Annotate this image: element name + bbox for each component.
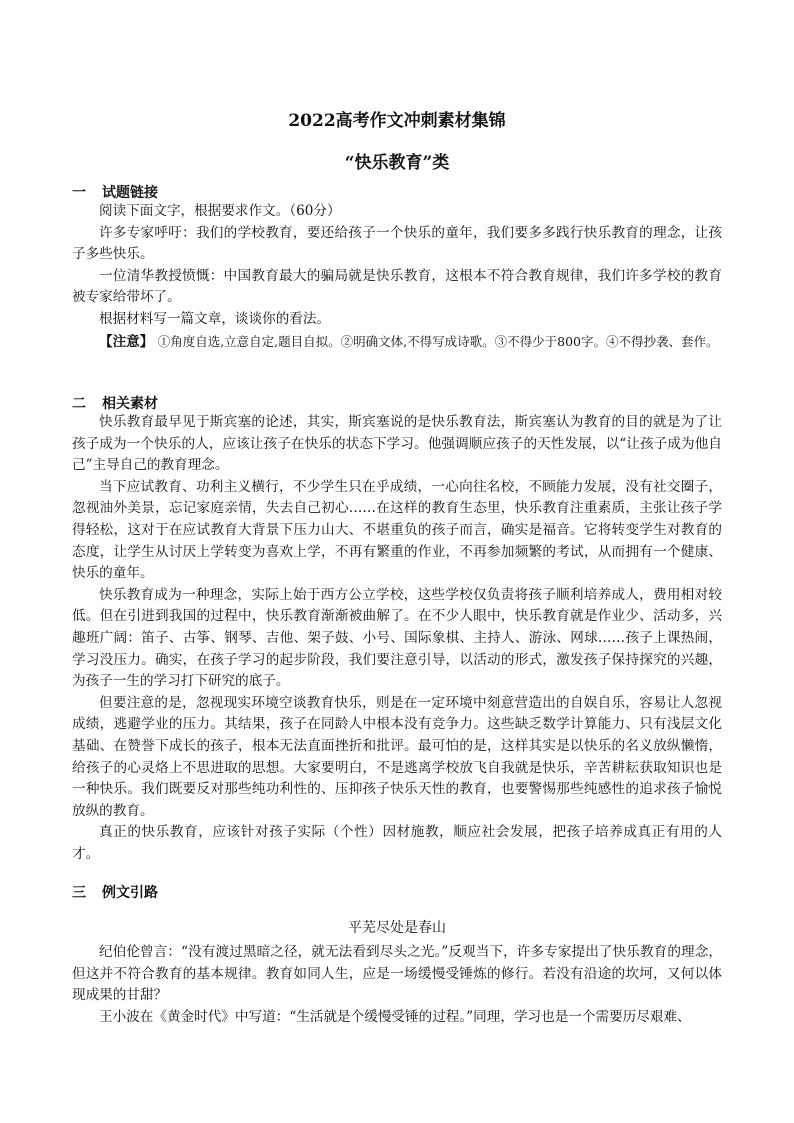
note-label: 【注意】	[99, 333, 154, 350]
paragraph: 当下应试教育、功利主义横行，不少学生只在乎成绩，一心向往名校，不顾能力发展，没有社交圈子，忽视油外美景，忘记家庭亲情，失去自己初心……在这样的教育生态里，快乐教育注重素质，主张让孩子学得轻松，这对于在应试教育大背景下压力山大、不堪重负的孩子而言，确实是福音。它将转变学生对教育的态度，让学生从讨厌上学转变为喜欢上学，不再有繁重的作业，不再参加频繁的考试，从而拥有一个健康、快乐的童年。	[72, 478, 722, 582]
paragraph: 阅读下面文字，根据要求作文。（60分）	[99, 203, 341, 219]
section-number: 三	[72, 885, 86, 901]
paragraph: 王小波在《黄金时代》中写道：“生活就是个缓慢受锤的过程。”同理，学习也是一个需要历尽艰难、	[99, 1008, 691, 1025]
section-title: 相关素材	[102, 396, 158, 412]
paragraph: 但要注意的是，忽视现实环境空谈教育快乐，则是在一定环境中刻意营造出的自娱自乐，容易让人忽视成绩，逃避学业的压力。其结果，孩子在同龄人中根本没有竞争力。这些缺乏数学计算能力、只有浅层文化基础、在赞誉下成长的孩子，根本无法直面挫折和批评。最可怕的是，这样其实是以快乐的名义放纵懒惰，给孩子的心灵烙上不思进取的思想。大家要明白，不是逃离学校放飞自我就是快乐，辛苦耕耘获取知识也是一种快乐。我们既要反对那些纯功利性的、压抑孩子快乐天性的教育，也要警惕那些纯感性的追求孩子愉悦放纵的教育。	[72, 694, 722, 819]
section-title: 试题链接	[102, 185, 158, 201]
paragraph: 根据材料写一篇文章，谈谈你的看法。	[99, 310, 331, 327]
paragraph: 快乐教育最早见于斯宾塞的论述，其实，斯宾塞说的是快乐教育法，斯宾塞认为教育的目的就是为了让孩子成为一个快乐的人，应该让孩子在快乐的状态下学习。他强调顺应孩子的天性发展，以“让孩子成为他自己”主导自己的教育理念。	[72, 414, 722, 474]
section-number: 一	[72, 185, 86, 201]
document-subtitle: “快乐教育”类	[344, 153, 450, 173]
section-heading-2	[72, 393, 158, 413]
paragraph: 快乐教育成为一种理念，实际上始于西方公立学校，这些学校仅负责将孩子顺利培养成人，费用相对较低。但在引进到我国的过程中，快乐教育渐渐被曲解了。在不少人眼中，快乐教育就是作业少、活动多，兴趣班广阔：笛子、古筝、钢琴、吉他、架子鼓、小号、国际象棋、主持人、游泳、网球……孩子上课热闹，学习没压力。确实，在孩子学习的起步阶段，我们要注意引导，以活动的形式，激发孩子保持探究的兴趣，为孩子一生的学习打下研究的底子。	[72, 586, 722, 690]
note-text: ①角度自选,立意自定,题目自拟。②明确文体,不得写成诗歌。③不得少于800字。④不得抄袭、套作。	[157, 333, 719, 349]
section-heading-3	[72, 882, 158, 902]
paragraph: 一位清华教授愤慨：中国教育最大的骗局就是快乐教育，这根本不符合教育规律，我们许多学校的教育被专家给带坏了。	[72, 267, 722, 306]
essay-title: 平芜尽处是春山	[348, 920, 446, 936]
section-3-body	[72, 942, 722, 1028]
section-number: 二	[72, 396, 86, 412]
note-paragraph	[72, 331, 722, 354]
paragraph: 纪伯伦曾言：“没有渡过黑暗之径，就无法看到尽头之光。”反观当下，许多专家提出了快乐教育的理念，但这并不符合教育的基本规律。教育如同人生，应是一场缓慢受锤炼的修行。若没有沿途的坎坷，又何以体现成果的甘甜？	[72, 944, 722, 1004]
paragraph: 真正的快乐教育，应该针对孩子实际（个性）因材施教，顺应社会发展，把孩子培养成真正有用的人才。	[72, 824, 722, 862]
document-title: 2022高考作文冲刺素材集锦	[288, 111, 506, 131]
section-2-body	[72, 412, 722, 865]
section-1-body	[72, 201, 722, 353]
paragraph: 许多专家呼吁：我们的学校教育，要还给孩子一个快乐的童年，我们要多多践行快乐教育的理念，让孩子多些快乐。	[72, 224, 722, 263]
section-heading-1	[72, 182, 158, 202]
section-title: 例文引路	[102, 885, 158, 901]
